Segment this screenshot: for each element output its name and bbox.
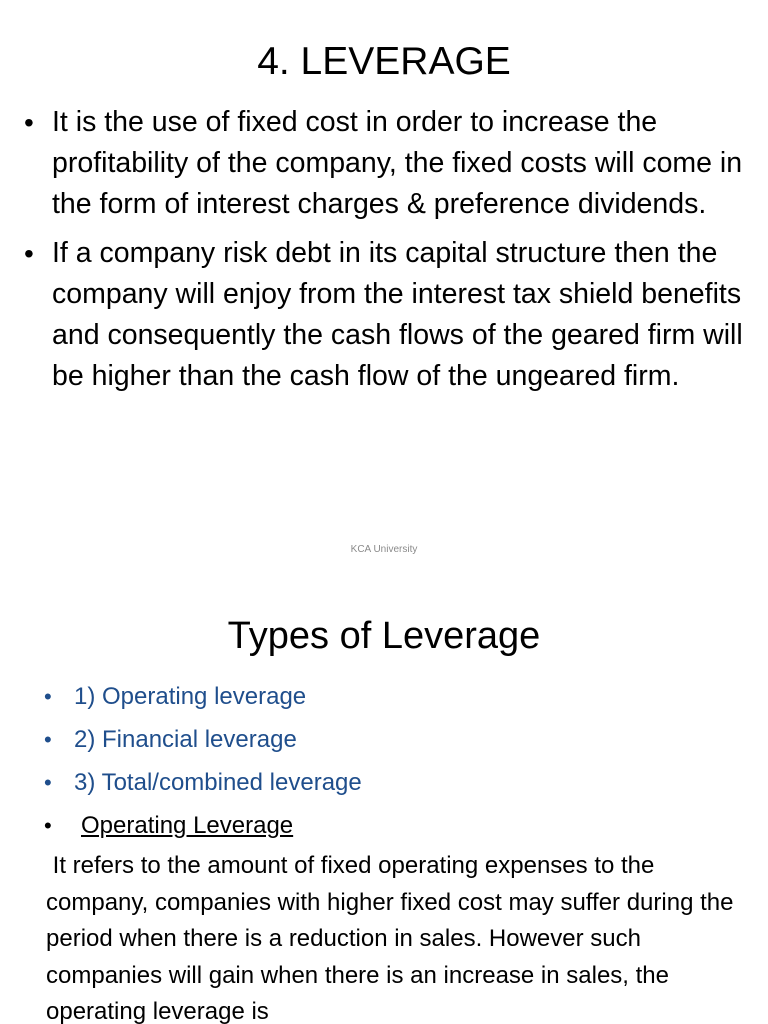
leverage-bullet-list (24, 102, 754, 405)
bullet-text: It is the use of fixed cost in order to increase the profitability of the company, the fixed costs will come in the form of interest charges & preference dividends. (52, 106, 743, 220)
bullet-icon: • (44, 770, 52, 795)
list-item (44, 761, 744, 804)
slide-title-leverage: 4. LEVERAGE (257, 40, 511, 83)
list-item-text: 1) Operating leverage (74, 683, 307, 710)
types-bullet-list (44, 675, 744, 847)
bullet-icon: • (44, 813, 52, 838)
operating-leverage-subheading: Operating Leverage (81, 812, 294, 839)
list-item-subheading (44, 804, 744, 847)
bullet-icon: • (24, 107, 34, 138)
list-item-text: 3) Total/combined leverage (74, 769, 362, 796)
list-item (44, 675, 744, 718)
slide-footer: KCA University (350, 544, 418, 555)
list-item (44, 718, 744, 761)
bullet-icon: • (44, 727, 52, 752)
slide-title-types-of-leverage: Types of Leverage (227, 615, 541, 657)
list-item-text: 2) Financial leverage (74, 726, 297, 753)
bullet-icon: • (44, 684, 52, 709)
operating-leverage-paragraph: It refers to the amount of fixed operating expenses to the company, companies with higher fixed cost may suffer during the period when there is a reduction in sales. However such companies will gain when there is an increase in sales, the operating leverage is (46, 852, 741, 1024)
bullet-item (24, 102, 754, 225)
bullet-icon: • (24, 238, 34, 269)
bullet-text: If a company risk debt in its capital structure then the company will enjoy from the interest tax shield benefits and consequently the cash flows of the geared firm will be higher than the cash flow of the ungeared firm. (52, 237, 743, 392)
bullet-item (24, 233, 754, 397)
